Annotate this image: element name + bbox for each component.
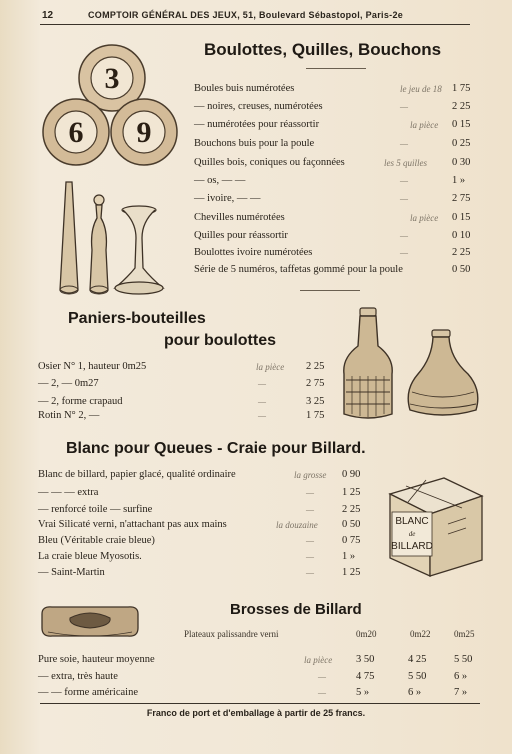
product-row-unit: — [400,176,409,186]
chalk-row-desc: Blanc de billard, papier glacé, qualité ordinaire [38,469,236,480]
basket-row-price: 2 25 [306,361,325,372]
product-row-unit: les 5 quilles [384,158,427,168]
chalk-box-illustration [386,474,486,580]
product-row-desc: — numérotées pour réassortir [194,119,320,130]
chalk-row-desc: Bleu (Véritable craie bleue) [38,535,155,546]
brush-row-desc: Pure soie, hauteur moyenne [38,654,155,665]
brush-row-price: 7 » [454,687,468,698]
ball-number-3: 3 [104,62,120,95]
brush-row-desc: — extra, très haute [38,671,118,682]
basket-row-unit: la pièce [256,362,285,372]
product-row-unit: — [400,139,409,149]
brush-row-price: 5 50 [408,671,427,682]
product-row-price: 1 » [452,175,466,186]
brush-size-header: 0m22 [410,629,431,639]
brush-row-unit: — [318,688,327,698]
product-row-desc: Bouchons buis pour la poule [194,138,315,149]
product-row-price: 1 75 [452,83,471,94]
product-row-desc: — ivoire, — — [194,193,261,204]
chalk-row-unit: — [306,536,315,546]
chalk-row-desc: — — — extra [38,487,99,498]
chalk-row-price: 0 75 [342,535,361,546]
product-row-unit: la pièce [410,213,439,223]
skittles-illustration [52,178,172,300]
basket-row-desc: — 2, forme crapaud [38,396,123,407]
chalk-row-unit: la grosse [294,470,327,480]
basket-row-desc: Osier N° 1, hauteur 0m25 [38,361,147,372]
basket-row-price: 2 75 [306,378,325,389]
brush-row-price: 5 50 [454,654,473,665]
basket-row-price: 3 25 [306,396,325,407]
chalk-row-price: 1 » [342,551,356,562]
product-row-price: 0 15 [452,212,471,223]
numbered-balls-illustration [40,42,185,172]
chalk-row-price: 1 25 [342,487,361,498]
brush-row-price: 4 25 [408,654,427,665]
chalk-box-label-line1: BLANC [395,516,429,527]
brush-row-unit: — [318,672,327,682]
section1-title: Boulottes, Quilles, Bouchons [204,40,442,59]
basket-row-unit: — [258,397,267,407]
ball-number-6: 6 [68,116,84,149]
brush-row-price: 6 » [454,671,468,682]
product-row-desc: Quilles bois, coniques ou façonnées [194,157,345,168]
section2-title-line1: Paniers-bouteilles [68,310,206,327]
bottle-baskets-illustration [336,306,486,422]
ball-number-9: 9 [136,116,152,149]
chalk-box-label-line2: de [408,530,416,538]
product-row-unit: — [400,194,409,204]
basket-row-unit: — [258,411,267,421]
product-row-price: 0 10 [452,230,471,241]
chalk-row-unit: — [306,552,315,562]
chalk-row-desc: — Saint-Martin [38,567,105,578]
product-row-price: 0 30 [452,157,471,168]
billiard-brush-illustration [40,604,140,640]
chalk-row-price: 0 90 [342,469,361,480]
product-row-price: 0 25 [452,138,471,149]
product-row-unit: — [400,248,409,258]
section1-rule [306,68,366,69]
brush-row-price: 5 » [356,687,370,698]
product-row-desc: Boules buis numérotées [194,83,295,94]
chalk-row-unit: — [306,488,315,498]
brush-row-price: 4 75 [356,671,375,682]
product-row-desc: Quilles pour réassortir [194,230,288,241]
product-row-desc: Boulottes ivoire numérotées [194,247,313,258]
page-number: 12 [42,10,54,21]
brush-row-price: 3 50 [356,654,375,665]
product-row-desc: Série de 5 numéros, taffetas gommé pour la poule [194,264,403,275]
product-row-unit: la pièce [410,120,439,130]
basket-row-desc: — 2, — 0m27 [38,378,99,389]
brush-row-unit: la pièce [304,655,333,665]
chalk-box-label-line3: BILLARD [391,541,433,552]
brush-subheader: Plateaux palissandre verni [184,629,279,639]
header-rule [40,24,470,25]
product-row-price: 2 25 [452,101,471,112]
product-row-desc: Chevilles numérotées [194,212,285,223]
header-text: COMPTOIR GÉNÉRAL DES JEUX, 51, Boulevard Sébastopol, Paris-2e [88,10,404,20]
chalk-row-price: 2 25 [342,504,361,515]
product-row-desc: — noires, creuses, numérotées [194,101,323,112]
section4-title: Brosses de Billard [230,601,362,618]
product-row-unit: — [400,102,409,112]
chalk-row-desc: Vrai Silicaté verni, n'attachant pas aux mains [38,519,227,530]
chalk-row-unit: — [306,568,315,578]
chalk-row-price: 0 50 [342,519,361,530]
section2-title-line2: pour boulottes [164,332,276,349]
product-row-price: 2 75 [452,193,471,204]
brush-size-header: 0m20 [356,629,377,639]
footer-rule [40,703,480,704]
brush-row-desc: — — forme américaine [38,687,138,698]
section1-bottom-rule [300,290,360,291]
basket-row-unit: — [258,379,267,389]
chalk-row-unit: — [306,505,315,515]
chalk-row-desc: La craie bleue Myosotis. [38,551,142,562]
product-row-unit: — [400,231,409,241]
basket-row-desc: Rotin N° 2, — [38,410,100,421]
product-row-price: 0 50 [452,264,471,275]
chalk-row-desc: — renforcé toile — surfine [38,504,153,515]
footer-note: Franco de port et d'emballage à partir de 25 francs. [146,708,366,718]
product-row-price: 2 25 [452,247,471,258]
product-row-unit: le jeu de 18 [400,84,442,94]
section3-title: Blanc pour Queues - Craie pour Billard. [66,440,366,457]
chalk-row-unit: la douzaine [276,520,318,530]
product-row-price: 0 15 [452,119,471,130]
basket-row-price: 1 75 [306,410,325,421]
product-row-desc: — os, — — [194,175,246,186]
brush-size-header: 0m25 [454,629,475,639]
chalk-row-price: 1 25 [342,567,361,578]
brush-row-price: 6 » [408,687,422,698]
